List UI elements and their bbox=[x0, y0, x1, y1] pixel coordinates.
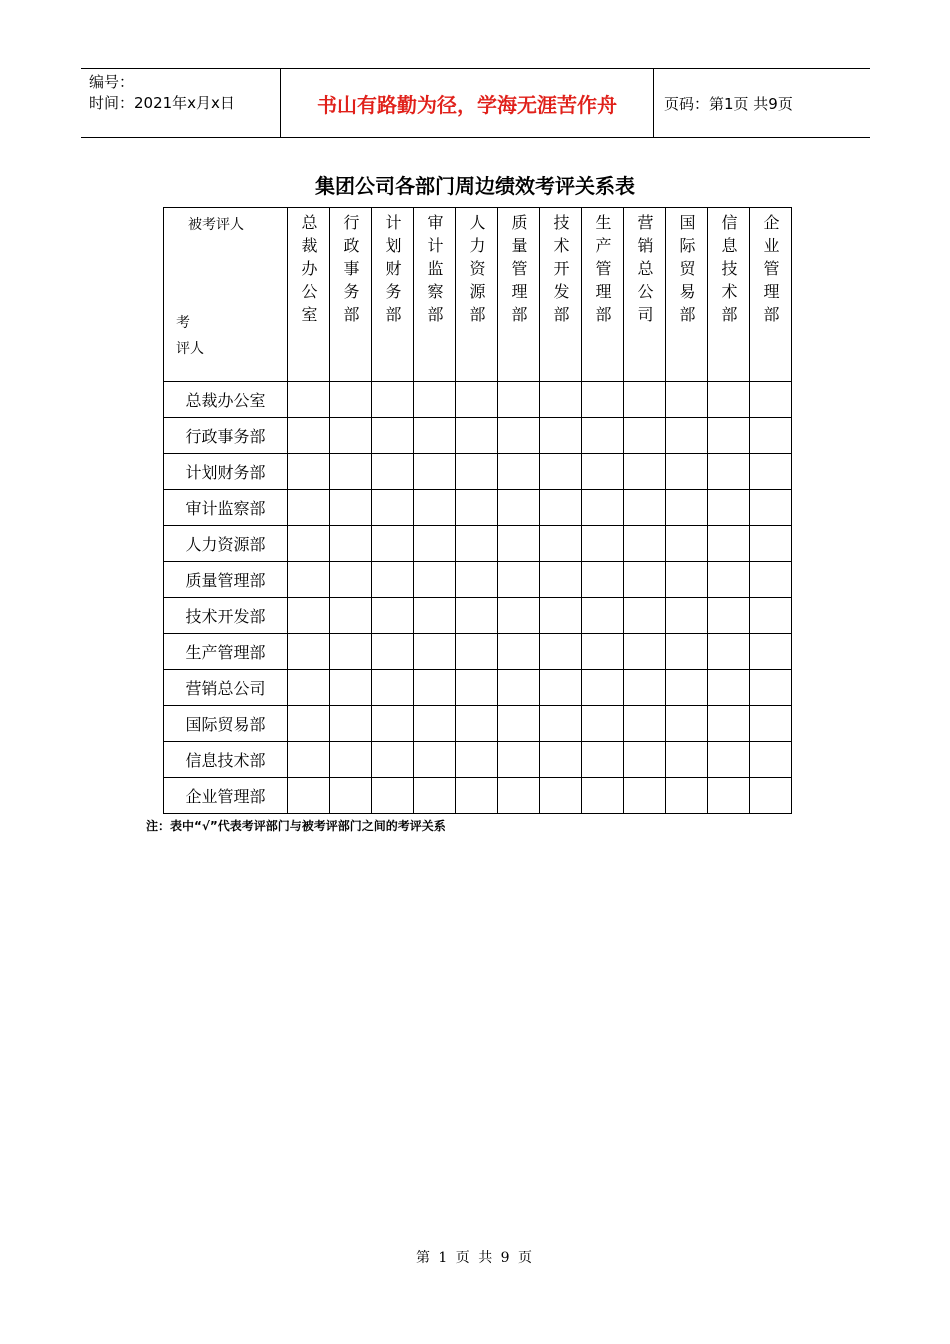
table-cell[interactable] bbox=[288, 490, 330, 526]
table-cell[interactable] bbox=[414, 382, 456, 418]
table-cell[interactable] bbox=[456, 418, 498, 454]
table-cell[interactable] bbox=[708, 598, 750, 634]
table-cell[interactable] bbox=[624, 706, 666, 742]
table-row bbox=[164, 490, 792, 526]
table-cell[interactable] bbox=[666, 598, 708, 634]
table-cell[interactable] bbox=[456, 526, 498, 562]
table-cell[interactable] bbox=[582, 778, 624, 814]
column-header bbox=[708, 208, 750, 382]
table-cell[interactable] bbox=[750, 598, 792, 634]
table-cell[interactable] bbox=[330, 634, 372, 670]
row-header: 人力资源部 bbox=[164, 526, 288, 562]
column-header bbox=[414, 208, 456, 382]
table-cell[interactable] bbox=[540, 382, 582, 418]
table-cell[interactable] bbox=[372, 778, 414, 814]
table-cell[interactable] bbox=[414, 454, 456, 490]
table-cell[interactable] bbox=[456, 670, 498, 706]
table-cell[interactable] bbox=[330, 598, 372, 634]
table-cell[interactable] bbox=[624, 670, 666, 706]
row-header: 国际贸易部 bbox=[164, 706, 288, 742]
table-cell[interactable] bbox=[288, 562, 330, 598]
table-cell[interactable] bbox=[582, 418, 624, 454]
table-row bbox=[164, 418, 792, 454]
table-cell[interactable] bbox=[456, 454, 498, 490]
table-cell[interactable] bbox=[498, 382, 540, 418]
table-cell[interactable] bbox=[624, 742, 666, 778]
table-cell[interactable] bbox=[708, 418, 750, 454]
table-header-row bbox=[164, 208, 792, 382]
row-header: 企业管理部 bbox=[164, 778, 288, 814]
table-cell[interactable] bbox=[582, 454, 624, 490]
table-cell[interactable] bbox=[330, 670, 372, 706]
table-cell[interactable] bbox=[372, 634, 414, 670]
table-cell[interactable] bbox=[414, 742, 456, 778]
table-cell[interactable] bbox=[414, 670, 456, 706]
table-cell[interactable] bbox=[708, 706, 750, 742]
column-header-label: 总裁办公室 bbox=[299, 214, 318, 329]
table-cell[interactable] bbox=[540, 778, 582, 814]
column-header-label: 技术开发部 bbox=[551, 214, 570, 329]
table-cell[interactable] bbox=[624, 634, 666, 670]
table-cell[interactable] bbox=[708, 742, 750, 778]
table-cell[interactable] bbox=[288, 454, 330, 490]
column-header-label: 审计监察部 bbox=[425, 214, 444, 329]
table-cell[interactable] bbox=[666, 454, 708, 490]
table-cell[interactable] bbox=[288, 634, 330, 670]
column-header-label: 信息技术部 bbox=[719, 214, 738, 329]
table-cell[interactable] bbox=[414, 778, 456, 814]
table-cell[interactable] bbox=[582, 634, 624, 670]
document-header bbox=[81, 68, 870, 138]
table-row bbox=[164, 454, 792, 490]
table-cell[interactable] bbox=[750, 454, 792, 490]
table-cell[interactable] bbox=[624, 598, 666, 634]
document-title: 集团公司各部门周边绩效考评关系表 bbox=[315, 174, 635, 198]
table-cell[interactable] bbox=[414, 634, 456, 670]
table-cell[interactable] bbox=[288, 382, 330, 418]
table-cell[interactable] bbox=[456, 598, 498, 634]
table-cell[interactable] bbox=[750, 418, 792, 454]
table-row bbox=[164, 742, 792, 778]
table-cell[interactable] bbox=[414, 526, 456, 562]
table-cell[interactable] bbox=[666, 706, 708, 742]
column-header-label: 人力资源部 bbox=[467, 214, 486, 329]
table-cell[interactable] bbox=[750, 670, 792, 706]
table-cell[interactable] bbox=[666, 670, 708, 706]
evaluation-matrix-table bbox=[163, 207, 792, 814]
column-header-label: 营销总公司 bbox=[635, 214, 654, 329]
table-cell[interactable] bbox=[498, 490, 540, 526]
page-footer: 第 1 页 共 9 页 bbox=[415, 1250, 535, 1266]
table-cell[interactable] bbox=[708, 670, 750, 706]
table-cell[interactable] bbox=[372, 706, 414, 742]
column-header bbox=[288, 208, 330, 382]
table-cell[interactable] bbox=[372, 526, 414, 562]
table-cell[interactable] bbox=[330, 382, 372, 418]
table-cell[interactable] bbox=[498, 598, 540, 634]
table-cell[interactable] bbox=[750, 742, 792, 778]
table-cell[interactable] bbox=[330, 706, 372, 742]
column-header bbox=[540, 208, 582, 382]
table-cell[interactable] bbox=[624, 382, 666, 418]
table-cell[interactable] bbox=[750, 526, 792, 562]
row-header: 信息技术部 bbox=[164, 742, 288, 778]
table-cell[interactable] bbox=[666, 490, 708, 526]
table-cell[interactable] bbox=[498, 706, 540, 742]
table-cell[interactable] bbox=[414, 706, 456, 742]
table-cell[interactable] bbox=[330, 418, 372, 454]
table-cell[interactable] bbox=[288, 526, 330, 562]
table-cell[interactable] bbox=[414, 562, 456, 598]
column-header bbox=[666, 208, 708, 382]
table-cell[interactable] bbox=[414, 490, 456, 526]
table-cell[interactable] bbox=[540, 526, 582, 562]
row-header: 审计监察部 bbox=[164, 490, 288, 526]
table-cell[interactable] bbox=[372, 562, 414, 598]
table-cell[interactable] bbox=[666, 778, 708, 814]
column-header bbox=[372, 208, 414, 382]
row-header: 行政事务部 bbox=[164, 418, 288, 454]
column-header-label: 企业管理部 bbox=[761, 214, 780, 329]
column-header-label: 计划财务部 bbox=[383, 214, 402, 329]
column-header bbox=[624, 208, 666, 382]
table-cell[interactable] bbox=[498, 562, 540, 598]
corner-label-evaluator-2: 评人 bbox=[176, 341, 204, 357]
table-cell[interactable] bbox=[330, 490, 372, 526]
table-cell[interactable] bbox=[582, 706, 624, 742]
table-cell[interactable] bbox=[456, 706, 498, 742]
table-cell[interactable] bbox=[330, 526, 372, 562]
table-cell[interactable] bbox=[750, 706, 792, 742]
table-row bbox=[164, 562, 792, 598]
table-cell[interactable] bbox=[666, 418, 708, 454]
column-header-label: 质量管理部 bbox=[509, 214, 528, 329]
table-cell[interactable] bbox=[708, 490, 750, 526]
table-cell[interactable] bbox=[498, 670, 540, 706]
table-row bbox=[164, 778, 792, 814]
column-header bbox=[330, 208, 372, 382]
table-cell[interactable] bbox=[456, 490, 498, 526]
table-cell[interactable] bbox=[540, 562, 582, 598]
table-cell[interactable] bbox=[540, 670, 582, 706]
table-row bbox=[164, 526, 792, 562]
table-cell[interactable] bbox=[456, 778, 498, 814]
table-cell[interactable] bbox=[666, 562, 708, 598]
table-cell[interactable] bbox=[288, 706, 330, 742]
column-header bbox=[456, 208, 498, 382]
table-corner-cell bbox=[164, 208, 288, 382]
corner-label-evaluated: 被考评人 bbox=[188, 217, 244, 233]
table-row bbox=[164, 598, 792, 634]
table-row bbox=[164, 670, 792, 706]
table-cell[interactable] bbox=[414, 598, 456, 634]
table-cell[interactable] bbox=[624, 418, 666, 454]
table-cell[interactable] bbox=[498, 526, 540, 562]
table-cell[interactable] bbox=[540, 634, 582, 670]
table-cell[interactable] bbox=[372, 670, 414, 706]
row-header: 质量管理部 bbox=[164, 562, 288, 598]
table-cell[interactable] bbox=[330, 778, 372, 814]
column-header-label: 生产管理部 bbox=[593, 214, 612, 329]
table-cell[interactable] bbox=[750, 778, 792, 814]
column-header-label: 行政事务部 bbox=[341, 214, 360, 329]
table-cell[interactable] bbox=[498, 634, 540, 670]
table-cell[interactable] bbox=[582, 382, 624, 418]
table-cell[interactable] bbox=[456, 382, 498, 418]
table-cell[interactable] bbox=[372, 490, 414, 526]
table-cell[interactable] bbox=[708, 382, 750, 418]
row-header: 技术开发部 bbox=[164, 598, 288, 634]
table-cell[interactable] bbox=[372, 454, 414, 490]
table-row bbox=[164, 706, 792, 742]
table-row bbox=[164, 634, 792, 670]
header-motto: 书山有路勤为径，学海无涯苦作舟 bbox=[281, 69, 654, 137]
column-header bbox=[750, 208, 792, 382]
table-cell[interactable] bbox=[330, 454, 372, 490]
table-cell[interactable] bbox=[414, 418, 456, 454]
table-cell[interactable] bbox=[372, 418, 414, 454]
table-body bbox=[164, 382, 792, 814]
table-cell[interactable] bbox=[456, 742, 498, 778]
row-header: 计划财务部 bbox=[164, 454, 288, 490]
table-cell[interactable] bbox=[708, 634, 750, 670]
table-cell[interactable] bbox=[624, 778, 666, 814]
table-cell[interactable] bbox=[540, 490, 582, 526]
column-header-label: 国际贸易部 bbox=[677, 214, 696, 329]
table-cell[interactable] bbox=[540, 598, 582, 634]
table-cell[interactable] bbox=[372, 382, 414, 418]
table-cell[interactable] bbox=[666, 526, 708, 562]
table-cell[interactable] bbox=[540, 742, 582, 778]
table-cell[interactable] bbox=[288, 598, 330, 634]
table-cell[interactable] bbox=[582, 598, 624, 634]
table-cell[interactable] bbox=[330, 742, 372, 778]
header-page-info: 页码：第1页 共9页 bbox=[664, 94, 793, 113]
table-cell[interactable] bbox=[624, 490, 666, 526]
column-header bbox=[582, 208, 624, 382]
table-cell[interactable] bbox=[750, 634, 792, 670]
table-cell[interactable] bbox=[582, 526, 624, 562]
table-cell[interactable] bbox=[288, 778, 330, 814]
table-cell[interactable] bbox=[498, 742, 540, 778]
table-cell[interactable] bbox=[540, 454, 582, 490]
table-cell[interactable] bbox=[582, 562, 624, 598]
table-note: 注：表中“√”代表考评部门与被考评部门之间的考评关系 bbox=[146, 819, 446, 833]
table-cell[interactable] bbox=[750, 562, 792, 598]
table-cell[interactable] bbox=[288, 670, 330, 706]
table-cell[interactable] bbox=[666, 742, 708, 778]
table-cell[interactable] bbox=[666, 382, 708, 418]
table-cell[interactable] bbox=[708, 562, 750, 598]
row-header: 营销总公司 bbox=[164, 670, 288, 706]
corner-label-evaluator-1: 考 bbox=[176, 315, 190, 331]
table-cell[interactable] bbox=[750, 382, 792, 418]
table-cell[interactable] bbox=[582, 490, 624, 526]
table-cell[interactable] bbox=[288, 418, 330, 454]
table-cell[interactable] bbox=[624, 454, 666, 490]
row-header: 生产管理部 bbox=[164, 634, 288, 670]
table-cell[interactable] bbox=[456, 634, 498, 670]
table-cell[interactable] bbox=[624, 562, 666, 598]
table-cell[interactable] bbox=[372, 598, 414, 634]
table-cell[interactable] bbox=[582, 670, 624, 706]
table-cell[interactable] bbox=[456, 562, 498, 598]
table-cell[interactable] bbox=[498, 454, 540, 490]
table-cell[interactable] bbox=[540, 706, 582, 742]
table-cell[interactable] bbox=[708, 526, 750, 562]
header-meta bbox=[81, 69, 281, 137]
table-cell[interactable] bbox=[582, 742, 624, 778]
time-label: 时间：2021年x月x日 bbox=[89, 94, 235, 112]
table-cell[interactable] bbox=[498, 778, 540, 814]
table-cell[interactable] bbox=[708, 778, 750, 814]
column-header bbox=[498, 208, 540, 382]
table-cell[interactable] bbox=[708, 454, 750, 490]
table-cell[interactable] bbox=[372, 742, 414, 778]
table-cell[interactable] bbox=[624, 526, 666, 562]
row-header: 总裁办公室 bbox=[164, 382, 288, 418]
number-label: 编号： bbox=[89, 73, 135, 91]
table-cell[interactable] bbox=[540, 418, 582, 454]
table-cell[interactable] bbox=[498, 418, 540, 454]
table-row bbox=[164, 382, 792, 418]
table-cell[interactable] bbox=[330, 562, 372, 598]
table-cell[interactable] bbox=[750, 490, 792, 526]
table-cell[interactable] bbox=[288, 742, 330, 778]
table-cell[interactable] bbox=[666, 634, 708, 670]
